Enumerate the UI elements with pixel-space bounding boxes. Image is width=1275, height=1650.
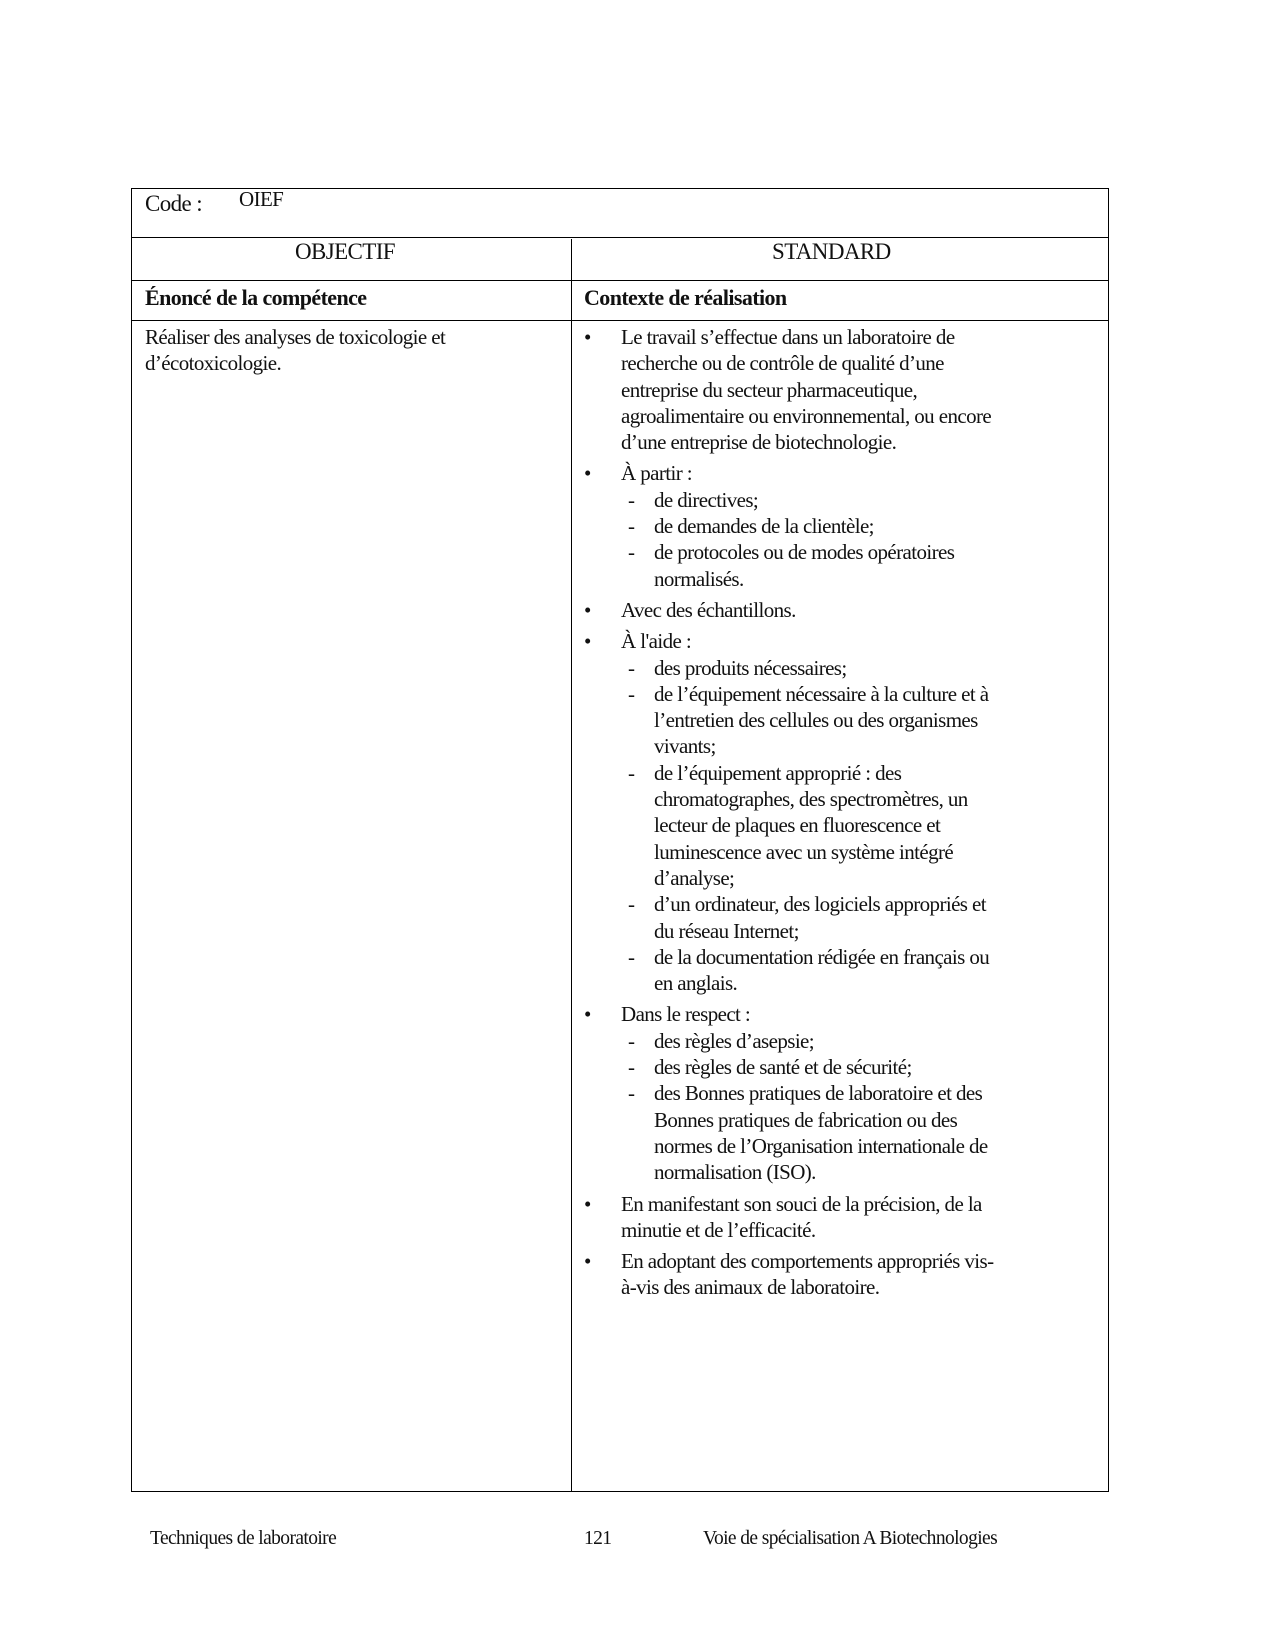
bullet-icon: • [584,1002,591,1027]
line: Réaliser des analyses de toxicologie et [145,325,446,349]
line: À partir : [621,461,692,486]
dash-icon: - [628,681,635,706]
context-item [572,460,1102,486]
line: des règles d’asepsie; [654,1028,815,1053]
divider [132,237,1108,238]
line: Bonnes pratiques de fabrication ou des [654,1107,958,1132]
line: luminescence avec un système intégré [654,839,954,864]
context-subitem [572,1028,1102,1054]
context-item [572,1248,1102,1301]
footer-left: Techniques de laboratoire [150,1528,337,1549]
line: Le travail s’effectue dans un laboratoire de [621,325,955,349]
line: de directives; [654,487,759,512]
bullet-icon: • [584,461,591,486]
dash-icon: - [628,540,635,565]
context-item [572,1001,1102,1027]
context-item [572,628,1102,654]
context-subitem [572,487,1102,513]
competence-text [145,324,445,377]
divider [132,320,1108,321]
line: lecteur de plaques en fluorescence et [654,813,941,838]
context-subitem [572,1080,1102,1185]
divider [132,280,1108,281]
line: d’analyse; [654,865,735,890]
dash-icon: - [628,487,635,512]
context-subitem [572,513,1102,539]
dash-icon: - [628,1081,635,1106]
dash-icon: - [628,944,635,969]
line: l’entretien des cellules ou des organismes [654,708,978,733]
line: d’écotoxicologie. [145,351,282,376]
context-list [572,324,1102,1301]
line: des règles de santé et de sécurité; [654,1055,912,1080]
line: de l’équipement nécessaire à la culture et à [654,681,989,706]
context-item [572,324,1102,455]
standard-header: STANDARD [772,239,891,264]
left-title: Énoncé de la compétence [145,285,367,310]
line: Dans le respect : [621,1002,751,1027]
line: de demandes de la clientèle; [654,514,874,539]
bullet-icon: • [584,1191,591,1216]
code-value: OIEF [239,187,284,211]
line: En adoptant des comportements appropriés vis- [621,1249,994,1274]
dash-icon: - [628,760,635,785]
line: agroalimentaire ou environnemental, ou encore [621,403,992,428]
context-subitem [572,539,1102,592]
right-title: Contexte de réalisation [584,285,787,310]
competence-table [131,188,1109,1492]
bullet-icon: • [584,597,591,622]
code-label: Code : [145,191,203,216]
line: de l’équipement approprié : des [654,760,902,785]
bullet-icon: • [584,1249,591,1274]
dash-icon: - [628,655,635,680]
page-number: 121 [584,1528,612,1549]
line: normes de l’Organisation internationale de [654,1133,988,1158]
line: Avec des échantillons. [621,597,796,622]
line: du réseau Internet; [654,918,799,943]
footer-right: Voie de spécialisation A Biotechnologies [703,1528,998,1549]
context-subitem [572,1054,1102,1080]
line: des produits nécessaires; [654,655,847,680]
line: En manifestant son souci de la précision, de la [621,1191,982,1216]
line: à-vis des animaux de laboratoire. [621,1275,880,1300]
line: normalisation (ISO). [654,1160,816,1185]
objectif-header: OBJECTIF [295,239,395,264]
line: de la documentation rédigée en français ou [654,944,990,969]
dash-icon: - [628,1028,635,1053]
line: des Bonnes pratiques de laboratoire et des [654,1081,983,1106]
line: en anglais. [654,971,738,996]
dash-icon: - [628,1055,635,1080]
context-subitem [572,655,1102,681]
line: entreprise du secteur pharmaceutique, [621,377,918,402]
context-item [572,1191,1102,1244]
context-subitem [572,681,1102,760]
context-subitem [572,944,1102,997]
line: vivants; [654,734,716,759]
dash-icon: - [628,892,635,917]
line: recherche ou de contrôle de qualité d’une [621,351,944,376]
line: À l'aide : [621,629,692,654]
line: d’un ordinateur, des logiciels appropriés et [654,892,986,917]
context-subitem [572,760,1102,891]
line: normalisés. [654,566,744,591]
bullet-icon: • [584,629,591,654]
context-subitem [572,891,1102,944]
line: de protocoles ou de modes opératoires [654,540,955,565]
dash-icon: - [628,514,635,539]
line: chromatographes, des spectromètres, un [654,787,968,812]
bullet-icon: • [584,325,591,349]
line: minutie et de l’efficacité. [621,1217,816,1242]
context-item [572,597,1102,623]
line: d’une entreprise de biotechnologie. [621,430,897,455]
